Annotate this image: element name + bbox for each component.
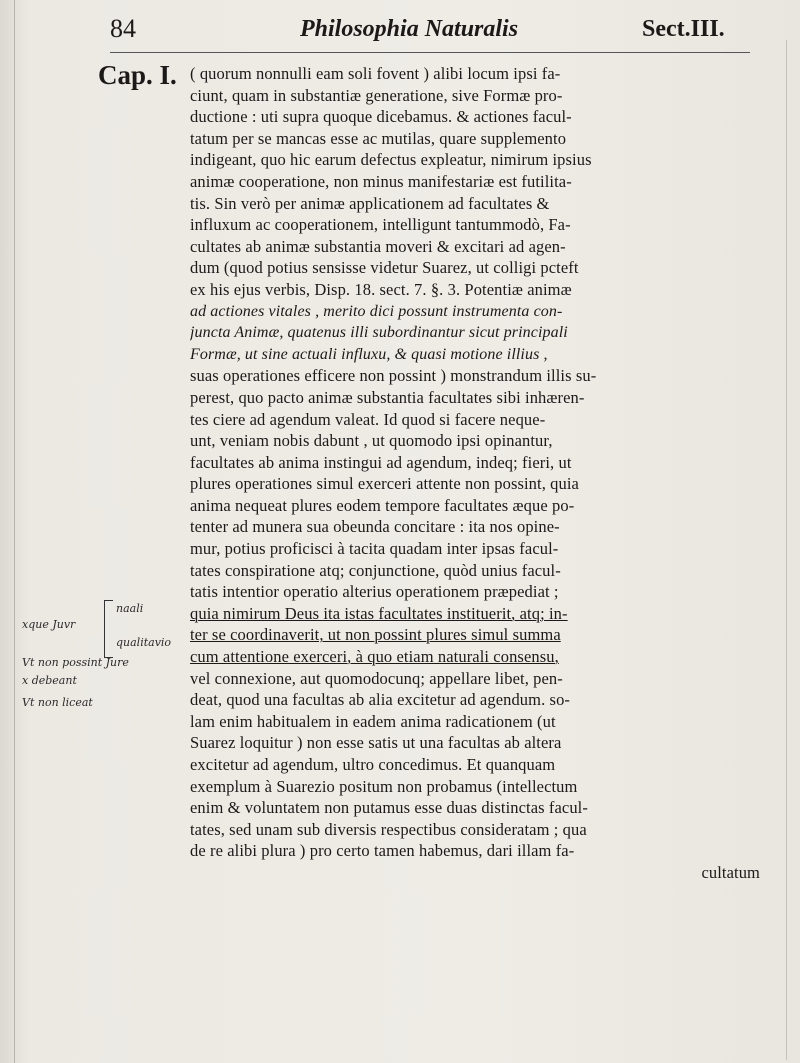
text-line-italic: ad actiones vitales , merito dici possunt instrumenta con- [190,302,563,320]
margin-note-bracket-upper: naali [116,602,144,615]
text-line: indigeant, quo hic earum defectus expleatur, nimirum ipsius [190,150,592,170]
text-line: enim & voluntatem non putamus esse duas distinctas facul- [190,798,588,818]
text-line: influxum ac cooperationem, intelligunt tantummodò, Fa- [190,215,571,235]
text-line: anima nequeat plures eodem tempore facultates æque po- [190,495,575,515]
text-line: ( quorum nonnulli eam soli fovent ) alibi locum ipsi fa- [190,64,561,83]
running-title: Philosophia Naturalis [300,16,519,42]
text-line: dum (quod potius sensisse videtur Suarez, ut colligi pcteft [190,258,579,278]
chapter-label: Cap. I. [98,60,177,90]
text-line: exemplum à Suarezio positum non probamus (intellectum [190,776,578,796]
page-edge-rule [14,0,15,1063]
margin-note-bracket-lower: qualitavio [116,636,172,649]
text-line: cultates ab animæ substantia moveri & excitari ad agen- [190,236,566,256]
text-line-italic: Formæ, ut sine actuali influxu, & quasi motione illius , [190,345,548,363]
text-line: tes ciere ad agendum valeat. Id quod si facere neque- [190,409,546,429]
text-line: ductione : uti supra quoque dicebamus. & actiones facul- [190,107,572,127]
text-line: tates conspiratione atq; conjunctione, quòd unius facul- [190,560,561,580]
text-line: Suarez loquitur ) non esse satis ut una facultas ab altera [190,733,562,753]
text-line: lam enim habitualem in eadem anima radicationem (ut [190,711,556,731]
section-label: Sect.III. [642,16,725,42]
text-line: animæ cooperatione, non minus manifestariæ est futilita- [190,171,572,191]
text-line: unt, veniam nobis dabunt , ut quomodo ipsi opinantur, [190,431,553,451]
margin-bracket [104,600,113,658]
margin-note-left: xque Juvr [22,618,76,631]
text-line: plures operationes simul exerceri attente non possint, quia [190,474,579,494]
margin-note-2: x debeant [22,674,77,687]
text-line: ex his ejus verbis, Disp. 18. sect. 7. §. 3. Potentiæ animæ [190,279,572,299]
header-rule [110,52,750,53]
text-line: excitetur ad agendum, ultro concedimus. Et quanquam [190,755,556,774]
text-line-underlined: quia nimirum Deus ita istas facultates instituerit, atq; in- [190,603,568,623]
text-line: mur, potius proficisci à tacita quadam inter ipsas facul- [190,539,559,559]
text-line: facultates ab anima instingui ad agendum, indeq; fieri, ut [190,452,572,472]
text-line: tis. Sin verò per animæ applicationem ad facultates & [190,193,550,213]
text-line: vel connexione, aut quomodocunq; appellare libet, pen- [190,668,563,688]
text-line-underlined: cum attentione exerceri, à quo etiam naturali consensu, [190,647,559,667]
body-text [190,63,760,884]
text-line-italic: juncta Animæ, quatenus illi subordinantur sicut principali [190,324,568,342]
handwritten-margin-notes [0,590,200,720]
text-line: tatum per se mancas esse ac mutilas, quare supplemento [190,128,567,148]
text-line: tates, sed unam sub diversis respectibus consideratam ; qua [190,819,587,839]
text-line: tenter ad munera sua obeunda concitare : ita nos opine- [190,517,560,537]
catchword: cultatum [701,862,760,882]
text-line: ciunt, quam in substantiæ generatione, sive Formæ pro- [190,85,563,105]
text-line: tatis intentior operatio alterius operationem præpediat ; [190,582,559,602]
margin-note-1: Vt non possint Jure [22,656,129,669]
text-line: perest, quo pacto animæ substantia facultates sibi inhæren- [190,387,585,407]
margin-note-3: Vt non liceat [22,696,93,709]
page-header [0,14,800,50]
text-line: suas operationes efficere non possint ) monstrandum illis su- [190,366,597,386]
text-line-underlined: ter se coordinaverit, ut non possint plures simul summa [190,625,561,645]
text-line: de re alibi plura ) pro certo tamen habemus, dari illam fa- [190,841,575,861]
page-number: 84 [110,14,136,43]
text-line: deat, quod una facultas ab alia excitetur ad agendum. so- [190,690,571,710]
page-fold-rule [786,40,787,1060]
